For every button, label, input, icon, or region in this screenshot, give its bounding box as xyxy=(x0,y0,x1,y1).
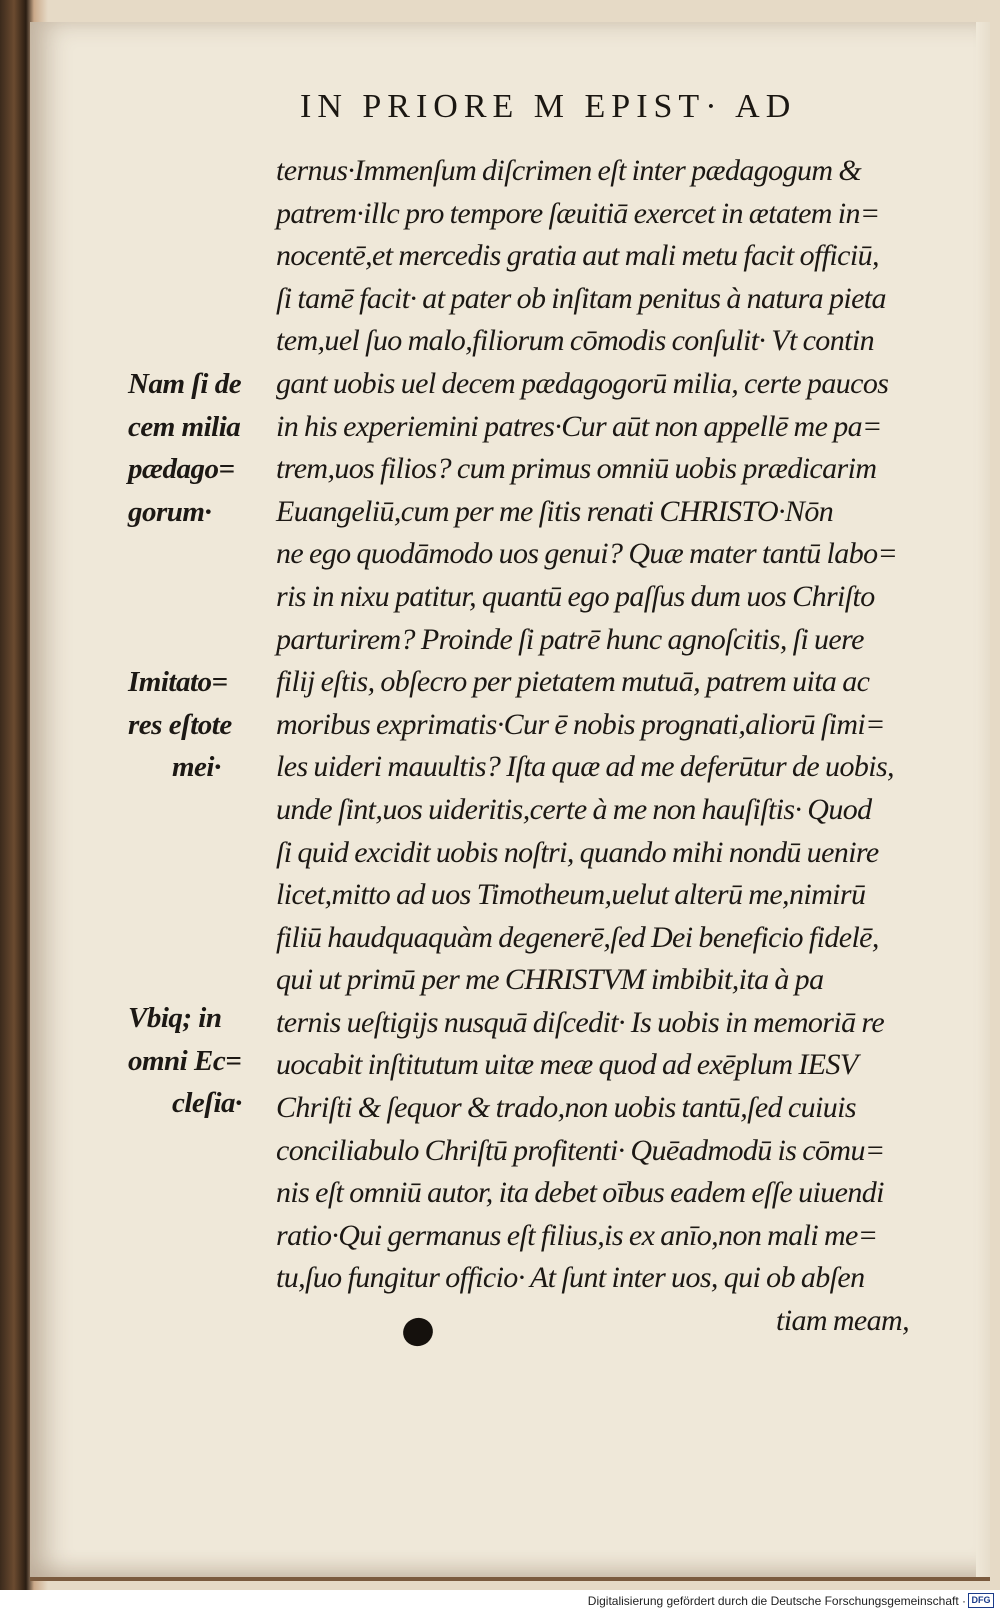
text-line: tu,ſuo fungitur officio· At ſunt inter uos, qui ob abſen xyxy=(276,1261,865,1295)
text-line: ratio·Qui germanus eſt filius,is ex anīo,non mali me= xyxy=(276,1218,878,1252)
text-line: ſi tamē facit· at pater ob inſitam penitus à natura pieta xyxy=(276,281,886,315)
catchword: tiam meam, xyxy=(776,1304,909,1338)
text-line: Euangeliū,cum per me ſitis renati CHRISTO·Nōn xyxy=(276,494,834,528)
margin-note-imitatores xyxy=(128,661,266,789)
text-line: filiū haudquaquàm degenerē,ſed Dei beneficio fidelē, xyxy=(276,920,879,954)
text-line: uocabit inſtitutum uitæ meæ quod ad exēplum IESV xyxy=(276,1048,858,1082)
margin-note-nam-si-decem xyxy=(128,363,266,533)
text-line: Chriſti & ſequor & trado,non uobis tantū,ſed cuiuis xyxy=(276,1091,856,1125)
margin-note-line: mei· xyxy=(172,751,221,784)
text-line: ternis ueſtigijs nusquā diſcedit· Is uobis in memoriā re xyxy=(276,1005,885,1039)
margin-note-line: Vbiq; in xyxy=(128,1002,222,1034)
margin-note-line: cleſia· xyxy=(172,1087,242,1120)
text-line: unde ſint,uos uideritis,certe à me non hauſiſtis· Quod xyxy=(276,792,872,826)
margin-note-line: pædago= xyxy=(128,453,235,486)
text-line: ris in nixu patitur, quantū ego paſſus dum uos Chriſto xyxy=(276,579,875,613)
text-line: gant uobis uel decem pædagogorū milia, certe paucos xyxy=(276,366,889,400)
margin-note-ubique xyxy=(128,997,266,1125)
margin-note-line: Nam ſi de xyxy=(128,368,242,400)
footer-credit: Digitalisierung gefördert durch die Deutsche Forschungsgemeinschaft · xyxy=(587,1594,966,1608)
text-line: parturirem? Proinde ſi patrē hunc agnoſcitis, ſi uere xyxy=(276,622,864,656)
margin-note-line: gorum· xyxy=(128,495,212,528)
text-line: filij eſtis, obſecro per pietatem mutuā, patrem uita ac xyxy=(276,665,870,699)
text-line: conciliabulo Chriſtū profitenti· Quēadmodū is cōmu= xyxy=(276,1133,885,1167)
body-text xyxy=(276,150,956,1343)
margin-note-line: cem milia xyxy=(128,410,241,443)
text-line: ſi quid excidit uobis noſtri, quando mihi nondū uenire xyxy=(276,835,879,869)
digitization-footer xyxy=(0,1590,1000,1611)
text-line: nocentē,et mercedis gratia aut mali metu facit officiū, xyxy=(276,239,879,273)
text-line: in his experiemini patres·Cur aūt non appellē me pa= xyxy=(276,409,882,443)
margin-note-line: res eſtote xyxy=(128,708,232,741)
text-line: qui ut primū per me CHRISTVM imbibit,ita à pa xyxy=(276,963,824,997)
page-edge xyxy=(976,22,990,1577)
margin-note-line: Imitato= xyxy=(128,666,228,698)
text-line: licet,mitto ad uos Timotheum,uelut alterū me,nimirū xyxy=(276,878,866,912)
dfg-logo: DFG xyxy=(968,1593,994,1608)
text-line: ne ego quodāmodo uos genui? Quæ mater tantū labo= xyxy=(276,537,898,571)
text-line: les uideri mauultis? Iſta quæ ad me deferūtur de uobis, xyxy=(276,750,894,784)
running-head: IN PRIORE M EPIST· AD xyxy=(300,88,797,125)
margin-note-line: omni Ec= xyxy=(128,1044,242,1077)
text-line: ternus·Immenſum diſcrimen eſt inter pædagogum & xyxy=(276,154,862,187)
text-line: nis eſt omniū autor, ita debet oībus eadem eſſe uiuendi xyxy=(276,1176,884,1210)
text-line: moribus exprimatis·Cur ē nobis prognati,aliorū ſimi= xyxy=(276,707,885,741)
text-line: tem,uel ſuo malo,filiorum cōmodis conſulit· Vt contin xyxy=(276,324,874,358)
text-line: patrem·illc pro tempore ſæuitiā exercet in ætatem in= xyxy=(276,196,880,230)
text-line: trem,uos filios? cum primus omniū uobis prædicarim xyxy=(276,452,877,486)
